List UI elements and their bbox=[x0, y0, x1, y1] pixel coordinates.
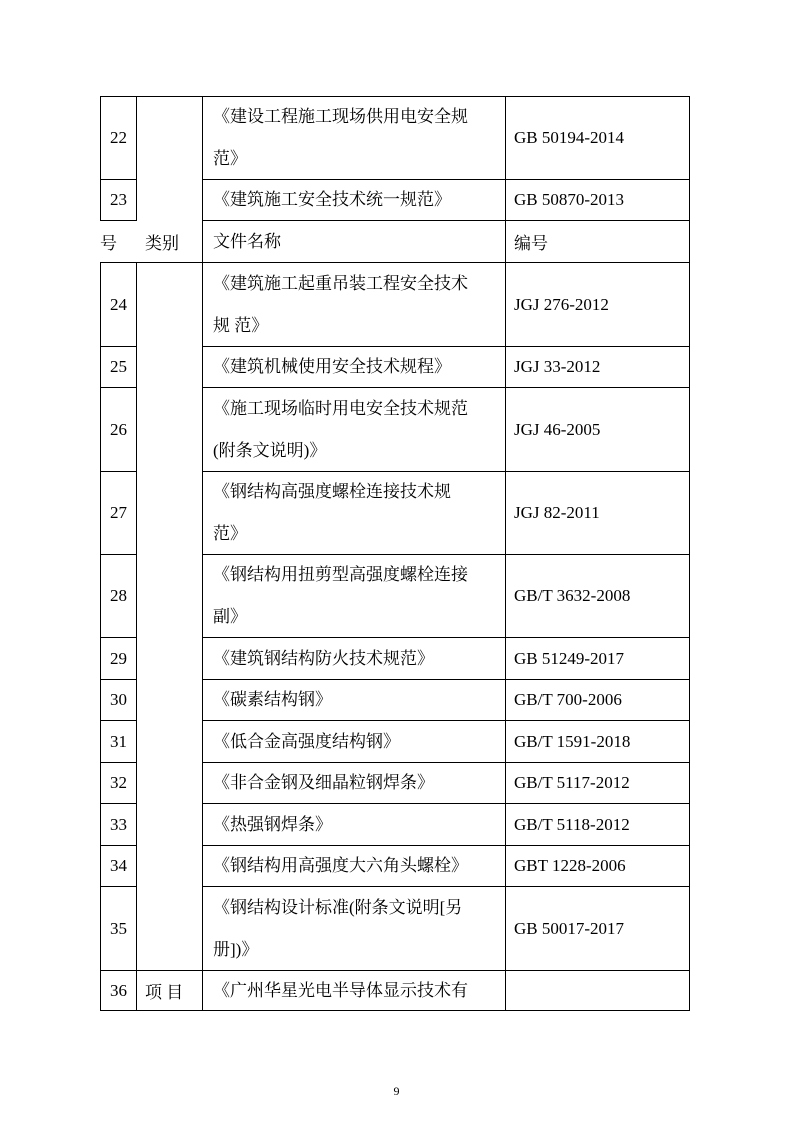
document-name: 《非合金钢及细晶粒钢焊条》 bbox=[203, 763, 506, 804]
header-document-name: 文件名称 bbox=[203, 221, 506, 263]
table-row bbox=[100, 555, 690, 638]
standard-code: GB/T 5117-2012 bbox=[506, 763, 690, 804]
document-name: 《施工现场临时用电安全技术规范 (附条文说明)》 bbox=[203, 388, 506, 472]
category-cell bbox=[137, 721, 203, 763]
header-code: 编号 bbox=[506, 221, 690, 263]
document-name: 《热强钢焊条》 bbox=[203, 804, 506, 846]
document-name: 《建设工程施工现场供用电安全规 范》 bbox=[203, 96, 506, 180]
document-name: 《建筑施工安全技术统一规范》 bbox=[203, 180, 506, 221]
standard-code: GB 50194-2014 bbox=[506, 96, 690, 180]
category-cell bbox=[137, 388, 203, 472]
standard-code: GB 51249-2017 bbox=[506, 638, 690, 680]
table-row bbox=[100, 347, 690, 388]
standard-code: GB/T 700-2006 bbox=[506, 680, 690, 721]
row-number: 35 bbox=[100, 887, 137, 971]
category-cell bbox=[137, 804, 203, 846]
category-cell bbox=[137, 472, 203, 555]
category-cell: 项 目 bbox=[137, 971, 203, 1011]
row-number: 34 bbox=[100, 846, 137, 887]
document-name: 《建筑钢结构防火技术规范》 bbox=[203, 638, 506, 680]
table-row bbox=[100, 96, 690, 180]
header-number: 号 bbox=[100, 221, 137, 263]
standard-code: JGJ 82-2011 bbox=[506, 472, 690, 555]
row-number: 23 bbox=[100, 180, 137, 221]
standard-code: GB/T 5118-2012 bbox=[506, 804, 690, 846]
standard-code: GB 50870-2013 bbox=[506, 180, 690, 221]
standard-code: JGJ 276-2012 bbox=[506, 263, 690, 347]
document-name: 《钢结构用扭剪型高强度螺栓连接 副》 bbox=[203, 555, 506, 638]
category-cell bbox=[137, 846, 203, 887]
row-number: 33 bbox=[100, 804, 137, 846]
table-row bbox=[100, 804, 690, 846]
row-number: 30 bbox=[100, 680, 137, 721]
category-cell bbox=[137, 763, 203, 804]
category-cell bbox=[137, 555, 203, 638]
row-number: 24 bbox=[100, 263, 137, 347]
category-cell bbox=[137, 680, 203, 721]
table-row bbox=[100, 971, 690, 1011]
table-row bbox=[100, 887, 690, 971]
category-cell bbox=[137, 96, 203, 180]
row-number: 36 bbox=[100, 971, 137, 1011]
row-number: 31 bbox=[100, 721, 137, 763]
standard-code: GB/T 1591-2018 bbox=[506, 721, 690, 763]
row-number: 26 bbox=[100, 388, 137, 472]
standard-code: JGJ 33-2012 bbox=[506, 347, 690, 388]
document-name: 《钢结构设计标准(附条文说明[另 册])》 bbox=[203, 887, 506, 971]
table-row bbox=[100, 180, 690, 221]
category-cell bbox=[137, 180, 203, 221]
category-cell bbox=[137, 887, 203, 971]
document-name: 《钢结构用高强度大六角头螺栓》 bbox=[203, 846, 506, 887]
row-number: 27 bbox=[100, 472, 137, 555]
row-number: 28 bbox=[100, 555, 137, 638]
category-cell bbox=[137, 263, 203, 347]
document-name: 《低合金高强度结构钢》 bbox=[203, 721, 506, 763]
table-row bbox=[100, 638, 690, 680]
header-category: 类别 bbox=[137, 221, 203, 263]
table-row bbox=[100, 846, 690, 887]
category-cell bbox=[137, 347, 203, 388]
table-row bbox=[100, 388, 690, 472]
table-row bbox=[100, 721, 690, 763]
table-header-row bbox=[100, 221, 690, 263]
table-row bbox=[100, 472, 690, 555]
document-name: 《建筑施工起重吊装工程安全技术 规 范》 bbox=[203, 263, 506, 347]
category-cell bbox=[137, 638, 203, 680]
row-number: 29 bbox=[100, 638, 137, 680]
row-number: 22 bbox=[100, 96, 137, 180]
document-name: 《碳素结构钢》 bbox=[203, 680, 506, 721]
standards-table bbox=[100, 96, 690, 1011]
document-name: 《建筑机械使用安全技术规程》 bbox=[203, 347, 506, 388]
table-row bbox=[100, 680, 690, 721]
standard-code: GB 50017-2017 bbox=[506, 887, 690, 971]
standard-code: JGJ 46-2005 bbox=[506, 388, 690, 472]
table-row bbox=[100, 263, 690, 347]
document-name: 《广州华星光电半导体显示技术有 bbox=[203, 971, 506, 1011]
standard-code bbox=[506, 971, 690, 1011]
document-name: 《钢结构高强度螺栓连接技术规 范》 bbox=[203, 472, 506, 555]
page-number: 9 bbox=[393, 1084, 400, 1098]
row-number: 32 bbox=[100, 763, 137, 804]
row-number: 25 bbox=[100, 347, 137, 388]
table-row bbox=[100, 763, 690, 804]
standard-code: GB/T 3632-2008 bbox=[506, 555, 690, 638]
standard-code: GBT 1228-2006 bbox=[506, 846, 690, 887]
